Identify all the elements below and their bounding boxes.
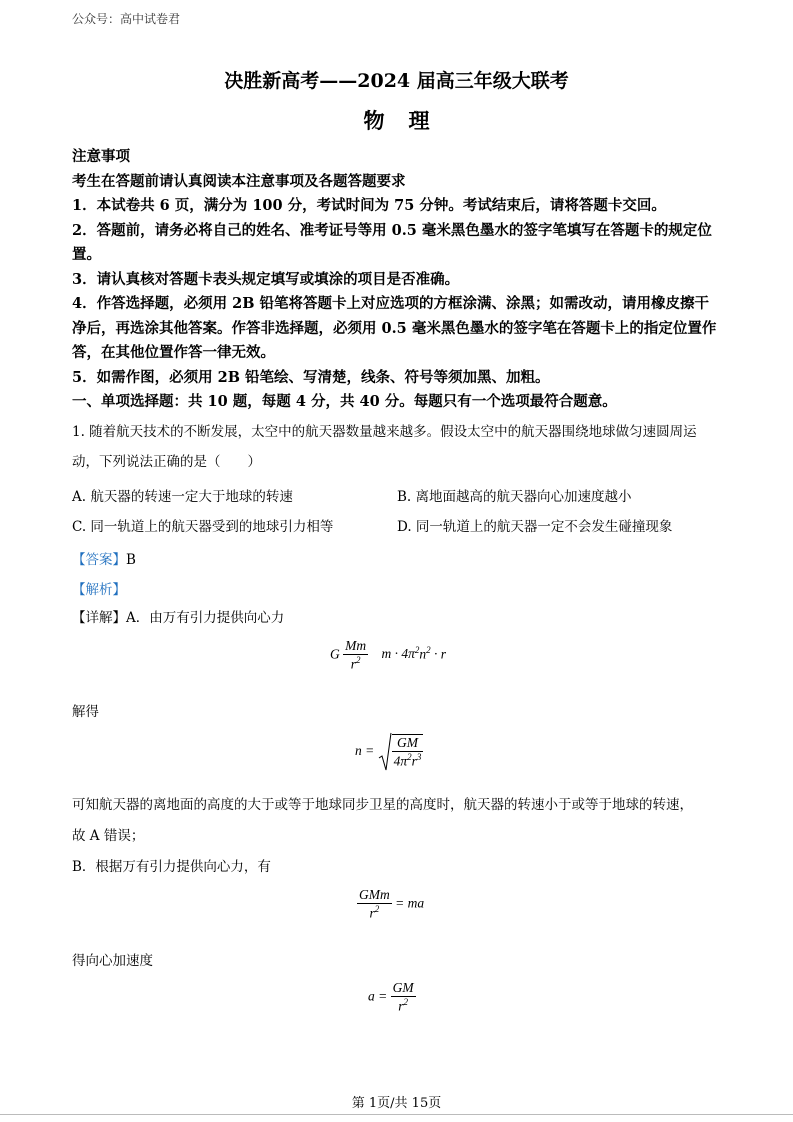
page-footer: 第 1页/共 15页 bbox=[351, 1096, 442, 1111]
detail-label: 【详解】 bbox=[72, 610, 126, 626]
formula-numerator: Mm bbox=[345, 638, 367, 653]
formula-fraction bbox=[343, 638, 368, 673]
option-a: A. 航天器的转速一定大于地球的转速 bbox=[72, 489, 293, 505]
answer-value: B bbox=[126, 552, 136, 568]
radical-icon bbox=[378, 732, 392, 772]
formula-exponent: 2 bbox=[426, 644, 431, 655]
formula-gravitation bbox=[330, 638, 446, 673]
detail-text: A．由万有引力提供向心力 bbox=[126, 610, 285, 626]
option-b-analysis: B．根据万有引力提供向心力，有 bbox=[72, 859, 271, 875]
formula-lhs: a = bbox=[368, 988, 388, 1004]
formula-denominator bbox=[392, 752, 424, 770]
sqrt-sign bbox=[378, 732, 392, 772]
formula-symbol: G bbox=[330, 646, 340, 662]
notice-block bbox=[72, 145, 722, 415]
formula-symbol: n bbox=[419, 646, 427, 662]
formula-fraction bbox=[392, 734, 424, 770]
formula-numerator: GM bbox=[392, 980, 414, 995]
formula-symbol: r bbox=[350, 656, 356, 672]
formula-denominator bbox=[343, 655, 368, 673]
option-b: B. 离地面越高的航天器向心加速度越小 bbox=[397, 489, 632, 505]
formula-symbol: r bbox=[411, 753, 417, 769]
formula-denominator bbox=[357, 904, 392, 922]
notice-item: 4．作答选择题，必须用 2B 铅笔将答题卡上对应选项的方框涂满、涂黑；如需改动，请用橡皮擦干净后，再选涂其他答案。作答非选择题，必须用 0.5 毫米黑色墨水的签字笔在答题卡上的指定位置作答，在其他位置作答一律无效。 bbox=[72, 295, 717, 361]
acceleration-label: 得向心加速度 bbox=[72, 953, 153, 969]
formula-denominator bbox=[391, 997, 416, 1015]
exam-title: 决胜新高考——2024 届高三年级大联考 bbox=[224, 70, 569, 92]
formula-symbol: 4π bbox=[393, 753, 408, 769]
formula-exponent: 2 bbox=[414, 644, 420, 655]
formula-lhs: n = bbox=[355, 743, 375, 759]
detail-line bbox=[72, 608, 284, 628]
formula-symbol: r bbox=[369, 905, 375, 921]
formula-exponent: 2 bbox=[374, 904, 380, 914]
formula-rhs: m · 4π bbox=[381, 646, 415, 662]
formula-exponent: 3 bbox=[416, 752, 422, 763]
solve-label: 解得 bbox=[72, 704, 99, 720]
footer-divider bbox=[0, 1114, 793, 1115]
notice-item: 2．答题前，请务必将自己的姓名、准考证号等用 0.5 毫米黑色墨水的签字笔填写在答题卡的规定位置。 bbox=[72, 221, 712, 263]
section-heading: 一、单项选择题：共 10 题，每题 4 分，共 40 分。每题只有一个选项最符合题意。 bbox=[72, 393, 617, 410]
formula-rhs: = ma bbox=[395, 895, 425, 911]
formula-acceleration bbox=[368, 980, 416, 1015]
conclusion-line-1: 可知航天器的离地面的高度的大于或等于地球同步卫星的高度时，航天器的转速小于或等于地球的转速， bbox=[72, 797, 693, 813]
analysis-label: 【解析】 bbox=[72, 582, 126, 598]
formula-rotation-speed bbox=[355, 732, 423, 772]
formula-numerator: GMm bbox=[359, 887, 390, 902]
formula-newton bbox=[357, 887, 424, 922]
notice-item: 5．如需作图，必须用 2B 铅笔绘、写清楚，线条、符号等须加黑、加粗。 bbox=[72, 368, 550, 386]
notice-item: 3．请认真核对答题卡表头规定填写或填涂的项目是否准确。 bbox=[72, 270, 460, 288]
option-d: D. 同一轨道上的航天器一定不会发生碰撞现象 bbox=[397, 519, 673, 535]
formula-exponent: 2 bbox=[403, 997, 408, 1007]
notice-item: 1．本试卷共 6 页，满分为 100 分，考试时间为 75 分钟。考试结束后，请将答题卡交回。 bbox=[72, 197, 666, 214]
notice-heading: 注意事项 bbox=[72, 148, 130, 165]
formula-exponent: 2 bbox=[407, 752, 412, 763]
formula-numerator: GM bbox=[392, 735, 424, 752]
question-stem-1: 1. 随着航天技术的不断发展，太空中的航天器数量越来越多。假设太空中的航天器围绕地球做匀速圆周运 bbox=[72, 424, 697, 440]
conclusion-line-2: 故 A 错误； bbox=[72, 828, 145, 844]
formula-symbol: r bbox=[398, 998, 404, 1014]
notice-intro: 考生在答题前请认真阅读本注意事项及各题答题要求 bbox=[72, 172, 406, 190]
question-stem-2: 动，下列说法正确的是（ ） bbox=[72, 454, 261, 470]
formula-fraction bbox=[391, 980, 416, 1015]
header-note: 公众号：高中试卷君 bbox=[72, 12, 181, 26]
option-c: C. 同一轨道上的航天器受到的地球引力相等 bbox=[72, 519, 334, 535]
answer-label: 【答案】 bbox=[72, 552, 126, 568]
formula-symbol: · r bbox=[430, 646, 447, 662]
subject-title: 物理 bbox=[363, 108, 454, 133]
answer-line bbox=[72, 548, 136, 568]
formula-fraction bbox=[357, 887, 392, 922]
formula-exponent: 2 bbox=[356, 655, 361, 665]
